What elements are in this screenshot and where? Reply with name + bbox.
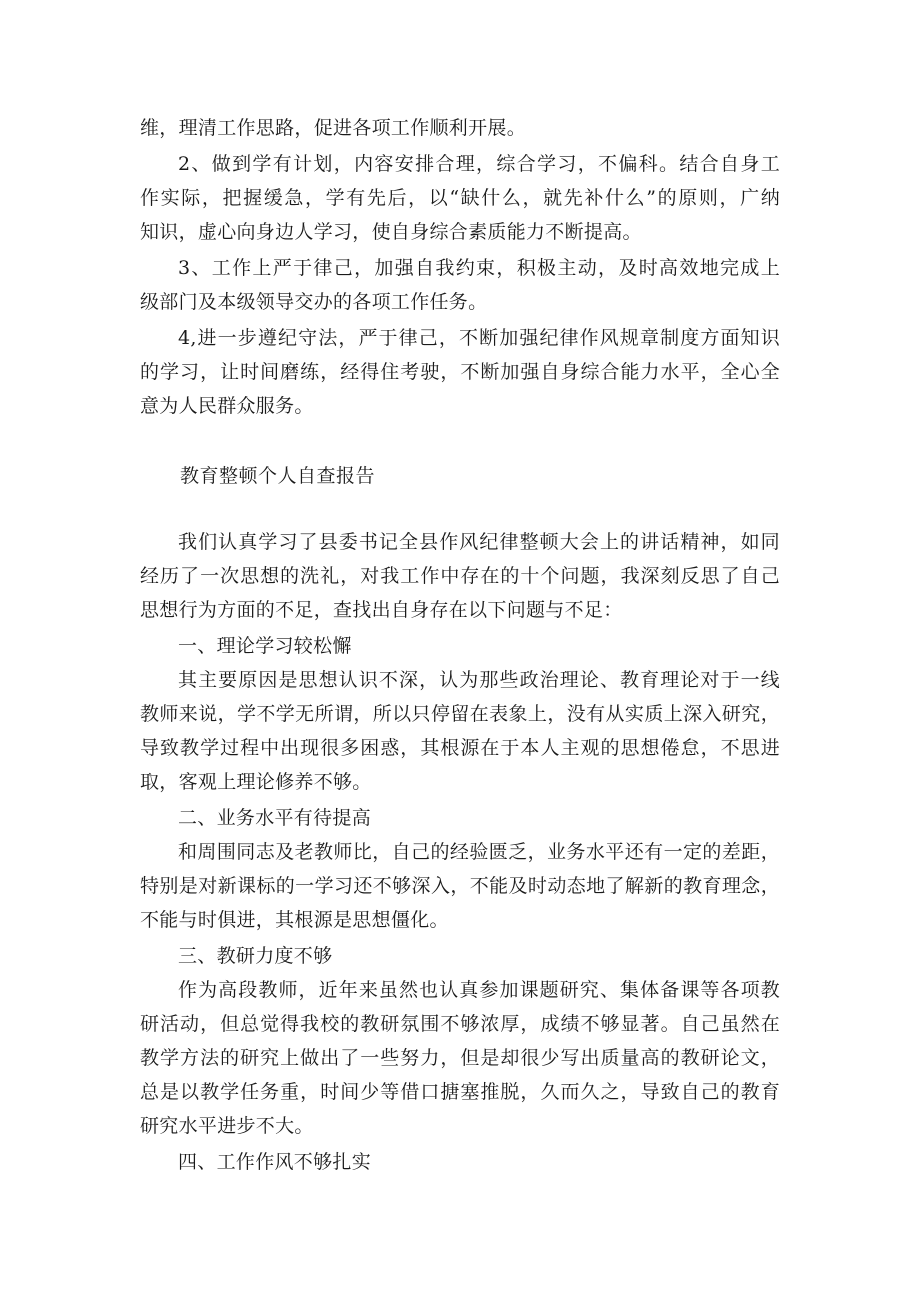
- heading-line: 二、业务水平有待提高: [178, 807, 372, 829]
- section-title: 教育整顿个人自查报告: [180, 465, 376, 487]
- paragraph-line: 取，客观上理论修养不够。: [140, 771, 372, 793]
- paragraph-line: 其主要原因是思想认识不深，认为那些政治理论、教育理论对于一线: [178, 669, 780, 691]
- paragraph-line: 和周围同志及老教师比，自己的经验匮乏，业务水平还有一定的差距，: [178, 841, 780, 863]
- paragraph-line: 级部门及本级领导交办的各项工作任务。: [140, 291, 488, 313]
- paragraph-line: 特别是对新课标的一学习还不够深入，不能及时动态地了解新的教育理念，: [140, 875, 780, 897]
- paragraph-line: 不能与时俱进，其根源是思想僵化。: [140, 909, 449, 931]
- paragraph-line: 意为人民群众服务。: [140, 395, 314, 417]
- paragraph-line: 作实际，把握缓急，学有先后，以“缺什么，就先补什么”的原则，广纳: [140, 187, 780, 209]
- paragraph-line: 研究水平进步不大。: [140, 1115, 314, 1137]
- paragraph-line: 3、工作上严于律己，加强自我约束，积极主动，及时高效地完成上: [178, 257, 780, 279]
- heading-line: 四、工作作风不够扎实: [178, 1151, 372, 1173]
- heading-line: 一、理论学习较松懈: [178, 635, 352, 657]
- paragraph-line: 总是以教学任务重，时间少等借口搪塞推脱，久而久之，导致自己的教育: [140, 1081, 780, 1103]
- paragraph-line: 我们认真学习了县委书记全县作风纪律整顿大会上的讲话精神，如同: [178, 531, 780, 553]
- paragraph-line: 教师来说，学不学无所谓，所以只停留在表象上，没有从实质上深入研究，: [140, 703, 780, 725]
- paragraph-line: 2、做到学有计划，内容安排合理，综合学习，不偏科。结合自身工: [178, 153, 780, 175]
- paragraph-line: 的学习，让时间磨练，经得住考驶，不断加强自身综合能力水平，全心全: [140, 361, 780, 383]
- paragraph-line: 导致教学过程中出现很多困惑，其根源在于本人主观的思想倦怠，不思进: [140, 737, 780, 759]
- heading-line: 三、教研力度不够: [178, 945, 333, 967]
- paragraph-line: 教学方法的研究上做出了一些努力，但是却很少写出质量高的教研论文，: [140, 1047, 780, 1069]
- paragraph-line: 经历了一次思想的洗礼，对我工作中存在的十个问题，我深刻反思了自己: [140, 565, 780, 587]
- paragraph-line: 作为高段教师，近年来虽然也认真参加课题研究、集体备课等各项教: [178, 979, 780, 1001]
- paragraph-line: 维，理清工作思路，促进各项工作顺利开展。: [140, 117, 527, 139]
- paragraph-line: 研活动，但总觉得我校的教研氛围不够浓厚，成绩不够显著。自己虽然在: [140, 1013, 780, 1035]
- paragraph-line: 4,进一步遵纪守法，严于律己，不断加强纪律作风规章制度方面知识: [178, 327, 780, 349]
- paragraph-line: 知识，虚心向身边人学习，使自身综合素质能力不断提高。: [140, 221, 642, 243]
- paragraph-line: 思想行为方面的不足，查找出自身存在以下问题与不足：: [140, 599, 623, 621]
